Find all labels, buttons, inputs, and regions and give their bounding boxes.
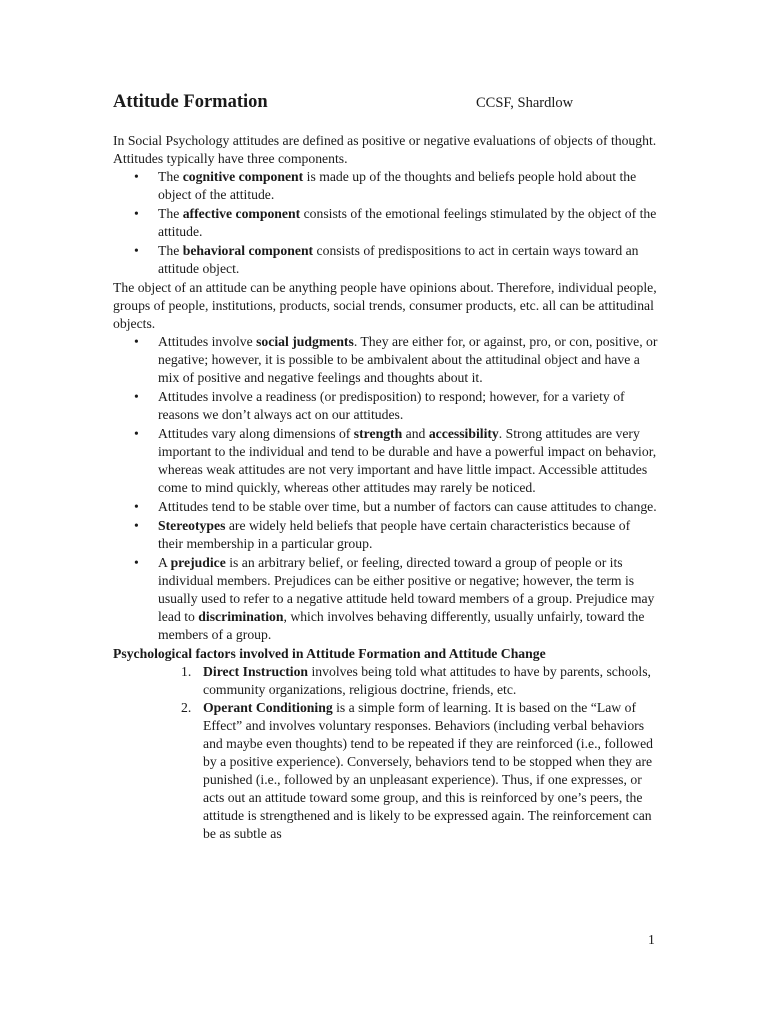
item-text: are widely held beliefs that people have certain characteristics because of their membership in a particular group.	[158, 518, 631, 551]
list-item	[113, 554, 658, 644]
item-term: Direct Instruction	[203, 664, 309, 679]
item-text: Attitudes involve	[158, 334, 257, 349]
item-term: discrimination	[198, 609, 284, 624]
item-text: is made up of the thoughts and beliefs people hold about the object of the attitude.	[158, 169, 637, 202]
list-item	[113, 388, 658, 424]
item-text: , which involves behaving differently, usually unfairly, toward the members of a group.	[158, 609, 645, 642]
intro-paragraph: In Social Psychology attitudes are defined as positive or negative evaluations of objects of thought. Attitudes typically have three components.	[113, 133, 657, 166]
item-text: consists of predispositions to act in certain ways toward an attitude object.	[158, 243, 639, 276]
list-item	[113, 663, 658, 699]
item-text: Attitudes involve a readiness (or predisposition) to respond; however, for a variety of reasons we don’t always act on our attitudes.	[158, 389, 625, 422]
item-text: A	[158, 555, 171, 570]
item-text: involves being told what attitudes to have by parents, schools, community organizations, religious doctrine, friends, etc.	[203, 664, 651, 697]
factors-list	[113, 663, 658, 843]
list-item	[113, 168, 658, 204]
item-term: behavioral component	[182, 243, 314, 258]
item-number: 2.	[181, 700, 192, 715]
item-text: The	[158, 206, 183, 221]
item-term: strength	[353, 426, 403, 441]
list-item	[113, 517, 658, 553]
course-label: CCSF, Shardlow	[476, 95, 574, 111]
document-header	[113, 92, 673, 116]
list-item	[113, 699, 658, 843]
page-number: 1	[648, 932, 655, 947]
item-text: consists of the emotional feelings stimulated by the object of the attitude.	[158, 206, 657, 239]
item-term: prejudice	[170, 555, 226, 570]
object-paragraph: The object of an attitude can be anything people have opinions about. Therefore, individual people, groups of people, institutions, products, social trends, consumer products, etc. all can be attitudinal objects.	[113, 280, 657, 331]
item-term: Operant Conditioning	[203, 700, 333, 715]
item-term: affective component	[182, 206, 301, 221]
item-text: and	[402, 426, 429, 441]
item-text: The	[158, 243, 183, 258]
item-term: cognitive component	[182, 169, 304, 184]
components-list	[113, 168, 658, 278]
document-title: Attitude Formation	[113, 92, 268, 112]
item-number: 1.	[181, 664, 192, 679]
item-text: is a simple form of learning. It is based on the “Law of Effect” and involves voluntary responses. Behaviors (including verbal behaviors and maybe even thoughts) tend to be repeated if they are reinforced (i.e., followed by a positive experience). Conversely, behaviors tend to be stopped when they are punished (i.e., followed by an unpleasant experience). Thus, if one expresses, or acts out an attitude toward some group, and this is reinforced by one’s peers, the attitude is strengthened and is likely to be expressed again. The reinforcement can be as subtle as	[203, 700, 653, 841]
item-text: The	[158, 169, 183, 184]
document-body	[113, 132, 658, 843]
list-item	[113, 242, 658, 278]
item-term: social judgments	[256, 334, 354, 349]
list-item	[113, 205, 658, 241]
item-text: Attitudes vary along dimensions of	[158, 426, 354, 441]
item-text: Attitudes tend to be stable over time, but a number of factors can cause attitudes to change.	[158, 499, 657, 514]
item-term: Stereotypes	[158, 518, 226, 533]
item-term: accessibility	[428, 426, 499, 441]
item-text: is an arbitrary belief, or feeling, directed toward a group of people or its individual members. Prejudices can be either positive or negative; however, the term is usually used to refer to a negative attitude held toward members of a group. Prejudice may lead to	[158, 555, 655, 624]
list-item	[113, 425, 658, 497]
list-item	[113, 498, 658, 516]
section-heading: Psychological factors involved in Attitude Formation and Attitude Change	[113, 646, 546, 661]
list-item	[113, 333, 658, 387]
item-text: . They are either for, or against, pro, or con, positive, or negative; however, it is possible to be ambivalent about the attitudinal object and have a mix of positive and negative feelings and thoughts about it.	[158, 334, 658, 385]
properties-list	[113, 333, 658, 644]
item-text: . Strong attitudes are very important to the individual and tend to be durable and have a powerful impact on behavior, whereas weak attitudes are not very important and have little impact. Accessible attitudes come to mind quickly, whereas other attitudes may rarely be noticed.	[158, 426, 657, 495]
